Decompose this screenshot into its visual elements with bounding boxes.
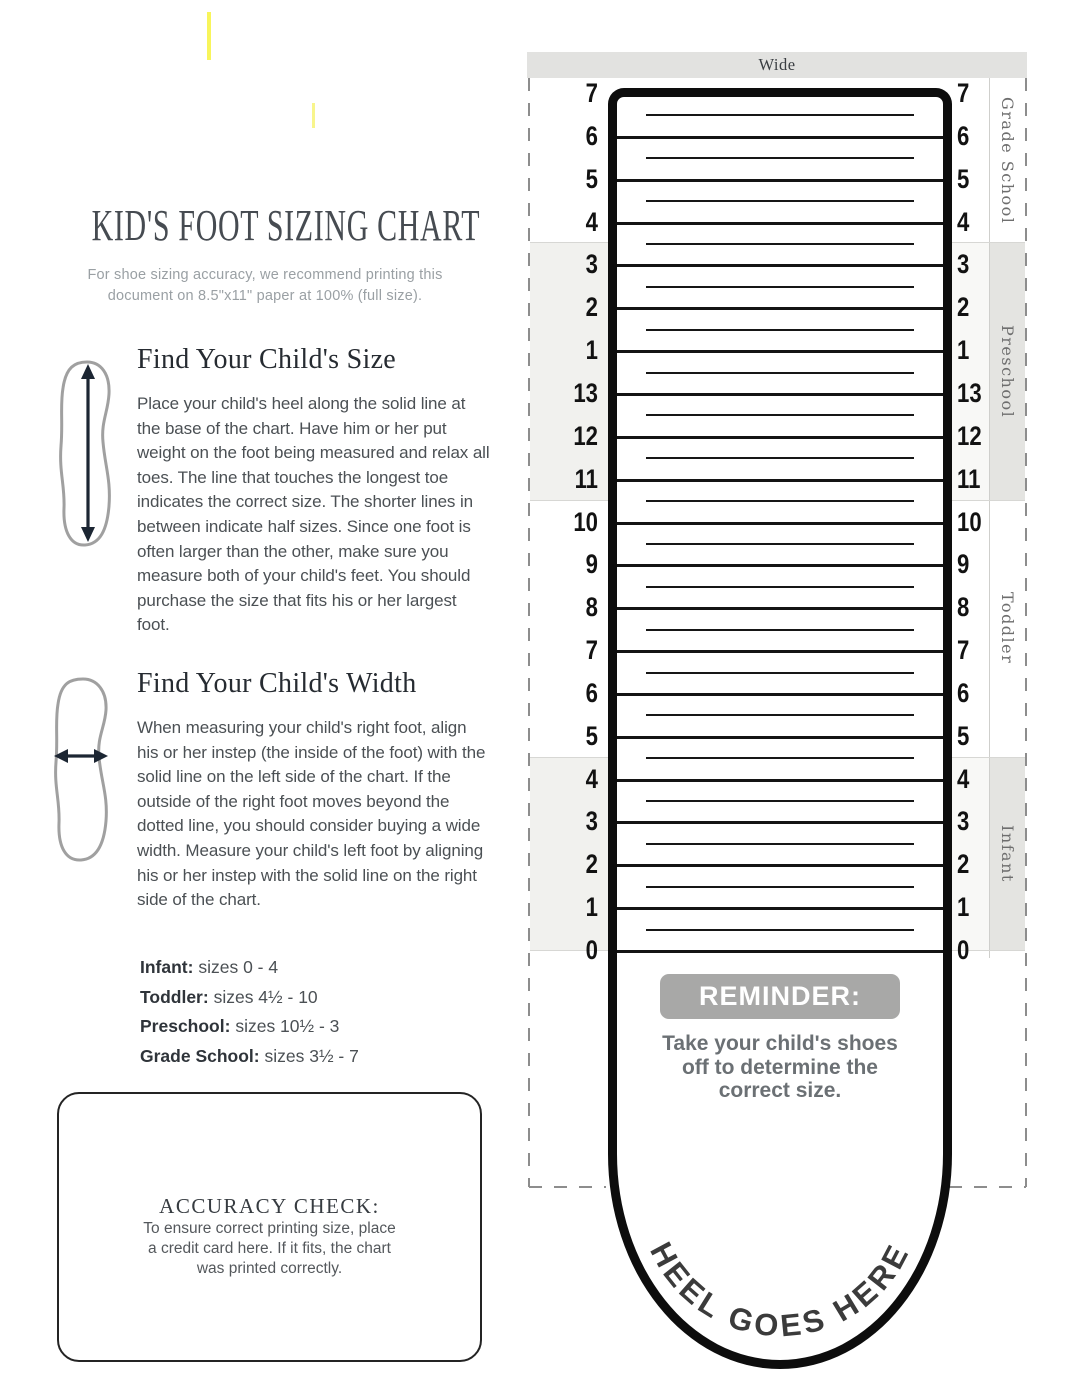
size-line	[617, 222, 943, 225]
size-line	[617, 479, 943, 482]
size-number-right: 11	[957, 463, 981, 494]
wide-header	[527, 52, 1027, 78]
size-line	[617, 564, 943, 567]
half-size-line	[646, 543, 914, 545]
section-label-text: Infant	[998, 824, 1017, 883]
size-line	[617, 307, 943, 310]
size-number-left: 4	[585, 206, 598, 237]
vertical-arrow-icon	[81, 364, 95, 542]
section-divider	[530, 757, 608, 758]
foot-outline	[56, 679, 107, 860]
reminder-badge	[660, 974, 900, 1019]
foot-outline	[61, 362, 110, 545]
find-width-heading: Find Your Child's Width	[137, 668, 417, 699]
size-number-right: 1	[957, 335, 970, 366]
size-number-left: 4	[585, 763, 598, 794]
size-range-row	[140, 983, 359, 1013]
size-number-left: 6	[585, 677, 598, 708]
range-value: sizes 10½ - 3	[235, 1016, 340, 1036]
svg-text:HEEL GOES HERE	[643, 1236, 917, 1343]
range-value: sizes 3½ - 7	[264, 1045, 359, 1066]
size-number-right: 3	[957, 249, 970, 280]
size-number-right: 13	[957, 377, 982, 408]
size-number-right: 2	[957, 292, 970, 323]
size-number-left: 12	[573, 420, 598, 451]
size-line	[617, 821, 943, 824]
size-range-row	[140, 1012, 359, 1042]
size-line	[617, 650, 943, 653]
size-number-right: 1	[957, 892, 970, 923]
half-size-line	[646, 414, 914, 416]
size-number-right: 2	[957, 849, 970, 880]
size-line	[617, 522, 943, 525]
size-range-row	[140, 953, 359, 983]
accuracy-check-heading: ACCURACY CHECK:	[159, 1194, 380, 1218]
half-size-line	[646, 157, 914, 159]
size-line	[617, 136, 943, 139]
heel-goes-here-arc	[617, 1100, 943, 1370]
range-label: Grade School:	[140, 1045, 260, 1066]
size-number-left: 13	[573, 377, 598, 408]
subtitle-line: document on 8.5"x11" paper at 100% (full size).	[107, 288, 423, 304]
half-size-line	[646, 757, 914, 759]
reminder-line: Take your child's shoes	[662, 1032, 898, 1055]
size-number-left: 8	[585, 592, 598, 623]
size-number-right: 6	[957, 677, 970, 708]
page-subtitle	[10, 265, 520, 307]
size-number-left: 7	[585, 78, 598, 108]
half-size-line	[646, 329, 914, 331]
size-number-left: 5	[585, 720, 598, 751]
size-line	[617, 950, 943, 953]
range-label: Toddler:	[140, 986, 209, 1007]
size-line	[617, 607, 943, 610]
title-block	[10, 200, 520, 307]
size-line	[617, 179, 943, 182]
half-size-line	[646, 629, 914, 631]
section-label-infant	[990, 757, 1025, 950]
half-size-line	[646, 243, 914, 245]
size-number-left: 3	[585, 806, 598, 837]
size-number-right: 12	[957, 420, 982, 451]
half-size-line	[646, 286, 914, 288]
size-range-list	[140, 953, 359, 1071]
half-size-line	[646, 800, 914, 802]
find-size-heading: Find Your Child's Size	[137, 344, 397, 375]
size-number-right: 0	[957, 935, 970, 965]
size-range-row	[140, 1042, 359, 1072]
size-number-left: 2	[585, 849, 598, 880]
accuracy-check-line: was printed correctly.	[196, 1260, 343, 1277]
half-size-line	[646, 672, 914, 674]
size-number-left: 0	[585, 935, 598, 965]
size-number-right: 7	[957, 78, 970, 108]
find-size-body: Place your child's heel along the solid line at the base of the chart. Have him or her put weight on the foot being measured and relax all toes. The line that touches the longest toe indicates the correct size. The shorter lines in between indicate half sizes. Since one foot is often larger than the other, make sure you measure both of your child's feet. You should purchase the size that fits his or her largest foot.	[137, 394, 490, 635]
section-strip-left	[530, 243, 608, 500]
size-number-left: 6	[585, 120, 598, 151]
section-label-text: Grade School	[998, 96, 1017, 225]
section-label-text: Preschool	[998, 324, 1017, 419]
size-line	[617, 907, 943, 910]
size-number-right: 3	[957, 806, 970, 837]
wide-boundary-dashed-line-bottom-right	[949, 1186, 1026, 1188]
size-number-left: 7	[585, 635, 598, 666]
size-number-right: 5	[957, 720, 970, 751]
size-number-right: 4	[957, 206, 970, 237]
range-value: sizes 0 - 4	[198, 957, 279, 977]
page-title: KID'S FOOT SIZING CHART	[91, 201, 481, 250]
size-line	[617, 864, 943, 867]
range-label: Infant:	[140, 957, 194, 977]
size-number-right: 9	[957, 549, 970, 580]
section-strip-numbers	[952, 243, 989, 500]
section-divider	[530, 242, 608, 243]
section-label-toddler	[990, 500, 1025, 757]
size-line	[617, 736, 943, 739]
reminder-title: REMINDER:	[699, 981, 861, 1011]
size-line	[617, 264, 943, 267]
size-number-right: 8	[957, 592, 970, 623]
size-number-left: 1	[585, 892, 598, 923]
half-size-line	[646, 714, 914, 716]
section-label-text: Toddler	[998, 592, 1017, 665]
size-number-right: 6	[957, 120, 970, 151]
half-size-line	[646, 886, 914, 888]
size-number-left: 5	[585, 163, 598, 194]
range-value: sizes 4½ - 10	[213, 986, 318, 1007]
size-number-left: 10	[573, 506, 598, 537]
section-divider	[530, 500, 608, 501]
size-number-left: 2	[585, 292, 598, 323]
size-line	[617, 693, 943, 696]
half-size-line	[646, 457, 914, 459]
range-label: Preschool:	[140, 1016, 231, 1036]
reminder-text	[645, 1032, 915, 1103]
half-size-line	[646, 843, 914, 845]
half-size-line	[646, 929, 914, 931]
wide-label: Wide	[758, 55, 796, 74]
accuracy-check-box	[57, 1092, 482, 1362]
half-size-line	[646, 114, 914, 116]
subtitle-line: For shoe sizing accuracy, we recommend printing this	[87, 267, 443, 283]
section-label-grade-school	[990, 78, 1025, 243]
half-size-line	[646, 586, 914, 588]
size-number-left: 3	[585, 249, 598, 280]
size-number-left: 1	[585, 335, 598, 366]
size-line	[617, 350, 943, 353]
find-width-body: When measuring your child's right foot, align his or her instep (the inside of the foot) with the solid line on the left side of the chart. If the outside of the right foot moves beyond the dotted line, you should consider buying a wide width. Measure your child's left foot by aligning his or her instep with the solid line on the right side of the chart.	[137, 718, 486, 910]
highlighter-mark	[312, 103, 315, 128]
size-number-right: 5	[957, 163, 970, 194]
half-size-line	[646, 372, 914, 374]
accuracy-check-line: To ensure correct printing size, place	[143, 1220, 396, 1237]
foot-length-icon	[54, 358, 116, 548]
heel-goes-here-label: HEEL GOES HERE	[643, 1236, 917, 1344]
section-label-preschool	[990, 243, 1025, 500]
accuracy-check-line: a credit card here. If it fits, the chart	[148, 1240, 391, 1257]
size-line	[617, 779, 943, 782]
highlighter-mark	[207, 12, 211, 60]
wide-boundary-dashed-line-bottom-left	[529, 1186, 606, 1188]
half-size-line	[646, 500, 914, 502]
size-number-right: 4	[957, 763, 970, 794]
size-line	[617, 436, 943, 439]
size-number-right: 7	[957, 635, 970, 666]
size-number-left: 9	[585, 549, 598, 580]
half-size-line	[646, 200, 914, 202]
size-number-left: 11	[574, 463, 598, 494]
foot-width-icon	[48, 675, 113, 863]
size-number-right: 10	[957, 506, 982, 537]
size-line	[617, 393, 943, 396]
reminder-line: correct size.	[718, 1079, 842, 1102]
wide-boundary-dashed-line-right	[1025, 78, 1027, 1187]
reminder-line: off to determine the	[681, 1055, 878, 1079]
